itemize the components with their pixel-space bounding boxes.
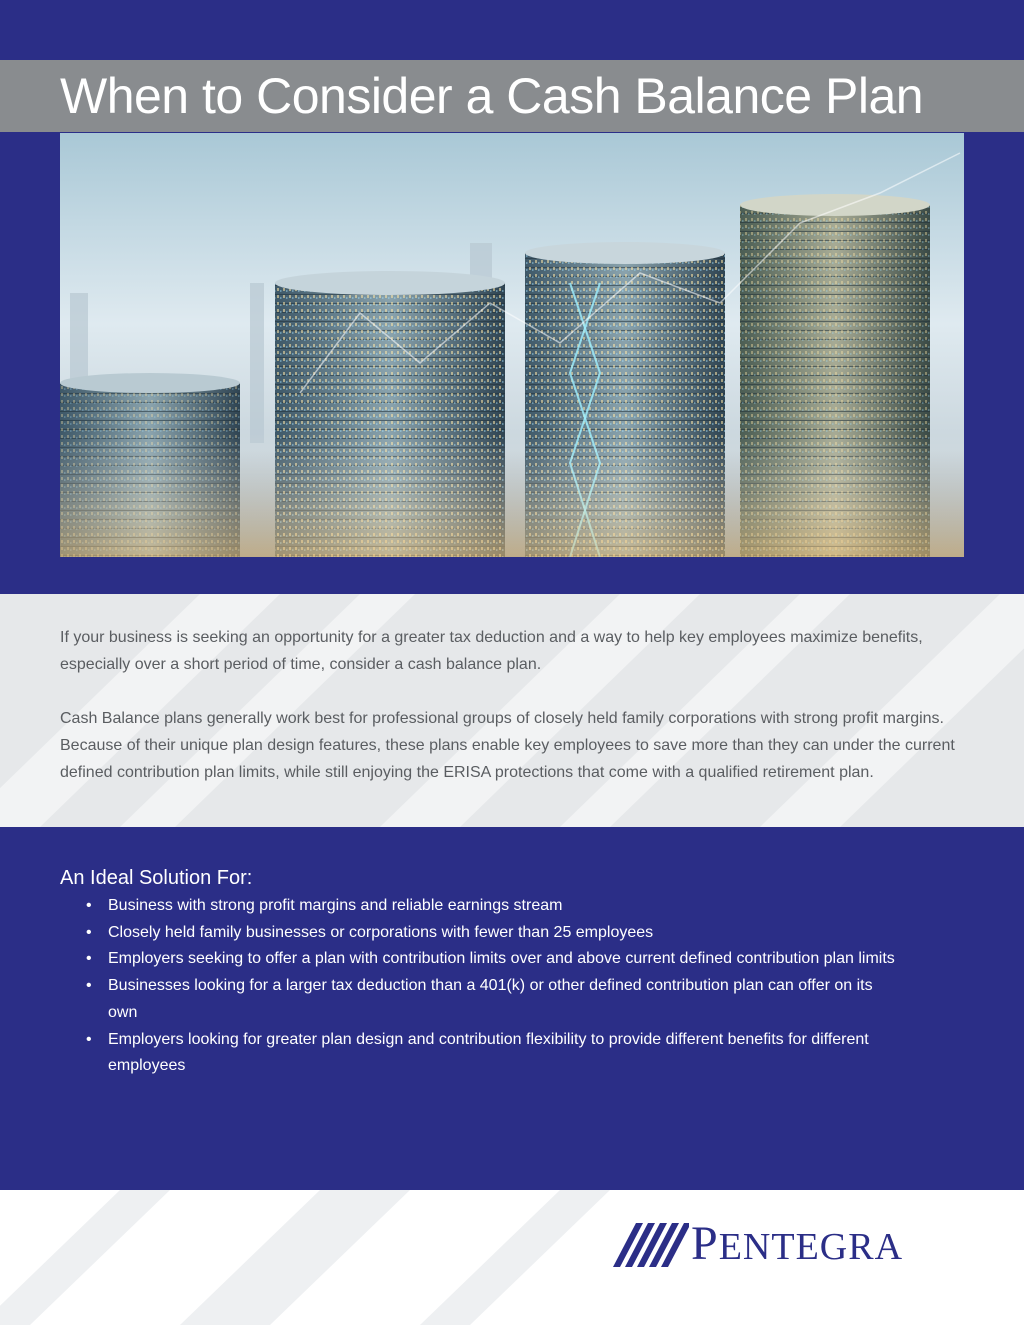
- pentegra-stripes-icon: [613, 1223, 689, 1267]
- pentegra-logo: [613, 1219, 968, 1269]
- list-item: [60, 1027, 900, 1080]
- bullet-icon: •: [86, 1030, 92, 1048]
- bullet-icon: •: [86, 923, 92, 941]
- hero-section: [0, 0, 1024, 594]
- intro-paragraph-1: If your business is seeking an opportunity for a greater tax deduction and a way to help key employees maximize benefits, especially over a short period of time, consider a cash balance plan.: [60, 629, 923, 673]
- list-item: [60, 946, 900, 973]
- footer: [0, 1190, 1024, 1325]
- page-title: When to Consider a Cash Balance Plan: [60, 68, 924, 124]
- bullet-icon: •: [86, 977, 92, 995]
- coin-stacks-city-photo: [60, 133, 964, 557]
- list-item-text: Businesses looking for a larger tax deduction than a 401(k) or other defined contribution plan can offer on its own: [108, 977, 873, 1021]
- list-item: [60, 920, 900, 947]
- intro-paragraph-2: Cash Balance plans generally work best for professional groups of closely held family corporations with strong profit margins. Because of their unique plan design features, these plans enable key employees to save more than they can under the current defined contribution plan limits, while still enjoying the ERISA protections that come with a qualified retirement plan.: [60, 710, 955, 781]
- intro-section: [0, 594, 1024, 827]
- list-item-text: Employers seeking to offer a plan with contribution limits over and above current defined contribution plan limits: [108, 950, 895, 968]
- list-item-text: Closely held family businesses or corporations with fewer than 25 employees: [108, 923, 654, 941]
- list-item-text: Business with strong profit margins and reliable earnings stream: [108, 897, 563, 914]
- solutions-heading: An Ideal Solution For:: [60, 867, 253, 889]
- pentegra-wordmark: PENTEGRA: [691, 1217, 904, 1270]
- list-item: [60, 973, 900, 1026]
- list-item-text: Employers looking for greater plan design and contribution flexibility to provide different benefits for different employees: [108, 1030, 869, 1075]
- list-item: [60, 893, 900, 920]
- bullet-icon: •: [86, 950, 92, 968]
- bullet-icon: •: [86, 897, 92, 914]
- solutions-list: [60, 893, 900, 1080]
- solutions-section: [0, 827, 1024, 1190]
